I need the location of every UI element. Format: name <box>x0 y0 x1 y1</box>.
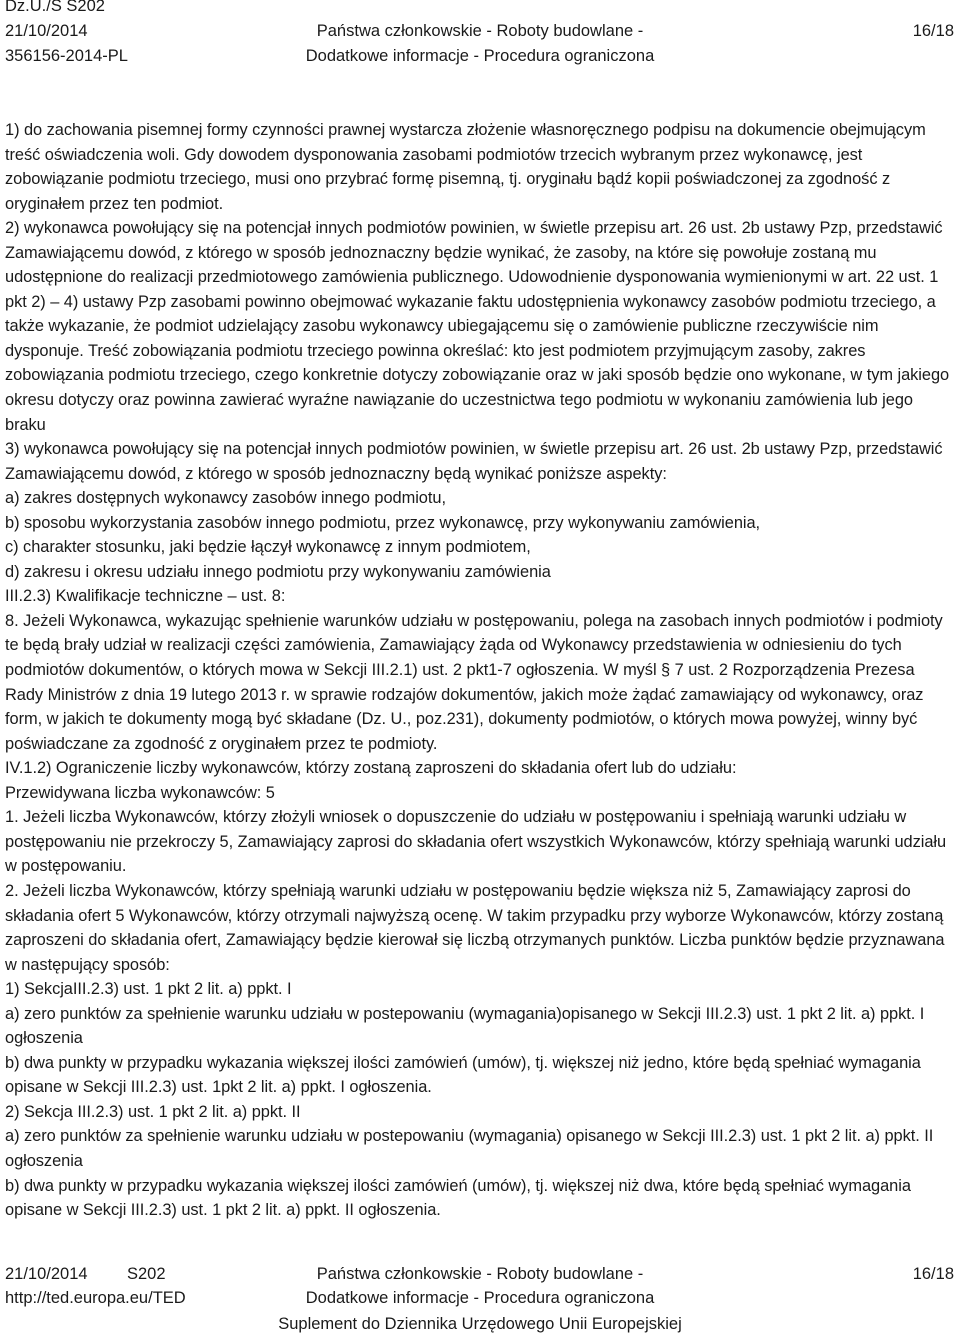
footer-date: 21/10/2014 <box>5 1265 88 1283</box>
paragraph: a) zero punktów za spełnienie warunku udziału w postepowaniu (wymagania)opisanego w Sekcji III.2.3) ust. 1 pkt 2 lit. a) ppkt. I ogłoszenia <box>5 1004 925 1048</box>
paragraph: Przewidywana liczba wykonawców: 5 <box>5 783 275 802</box>
section-heading: III.2.3) Kwalifikacje techniczne – ust. 8: <box>5 587 286 606</box>
header-page-number: 16/18 <box>912 22 954 40</box>
page-footer <box>0 1262 960 1334</box>
header-journal: Dz.U./S S202 <box>5 0 105 15</box>
paragraph: 1. Jeżeli liczba Wykonawców, którzy złożyli wniosek o dopuszczenie do udziału w postępowaniu i spełniają warunki udziału w postępowaniu nie przekroczy 5, Zamawiający zaprosi do składania ofert wszystkich Wykonawców, którzy spełniają warunki udziału w postępowaniu. <box>5 808 947 876</box>
header-title-line2: Dodatkowe informacje - Procedura ograniczona <box>305 47 655 65</box>
paragraph: 2) wykonawca powołujący się na potencjał innych podmiotów powinien, w świetle przepisu art. 26 ust. 2b ustawy Pzp, przedstawić Zamawiającemu dowód, z którego w sposób jednoznaczny będzie wynikać, że zasoby, na które się powołuje zostaną mu udostępnione do realizacji przedmiotowego zamówienia publicznego. Udowodnienie dysponowania wymienionymi w art. 22 ust. 1 pkt 2) – 4) ustawy Pzp zasobami powinno obejmować wykazanie faktu udostępnienia wykonawcy zasobów podmiotu trzeciego, a także wykazanie, że podmiot udzielający zasobu wykonawcy ubiegającemu się o zamówienie publiczne rzeczywiście nim dysponuje. Treść zobowiązania podmiotu trzeciego powinna określać: kto jest podmiotem przyjmującym zasoby, zakres zobowiązania podmiotu trzeciego, czego konkretnie dotyczy zobowiązanie oraz w jaki sposób będzie ono wykonane, w tym jakiego okresu dotyczy oraz powinna zawierać wyraźne nawiązanie do uczestnictwa tego podmiotu w wykonaniu zamówienia lub jego braku <box>5 219 950 434</box>
footer-edition: S202 <box>127 1265 166 1283</box>
paragraph: 1) SekcjaIII.2.3) ust. 1 pkt 2 lit. a) ppkt. I <box>5 980 292 999</box>
paragraph: 2. Jeżeli liczba Wykonawców, którzy spełniają warunki udziału w postępowaniu będzie większa niż 5, Zamawiający zaprosi do składania ofert 5 Wykonawców, którzy otrzymali najwyższą ocenę. W takim przypadku przy wyborze Wykonawców, którzy zostaną zaproszeni do składania ofert, Zamawiający będzie kierował się liczbą otrzymanych punktów. Liczba punktów będzie przyznawana w następujący sposób: <box>5 881 945 974</box>
paragraph: a) zero punktów za spełnienie warunku udziału w postepowaniu (wymagania) opisanego w Sekcji III.2.3) ust. 1 pkt 2 lit. a) ppkt. II ogłoszenia <box>5 1127 934 1170</box>
footer-page-number: 16/18 <box>912 1265 954 1283</box>
footer-title-line2: Dodatkowe informacje - Procedura ograniczona <box>305 1289 655 1307</box>
paragraph: b) dwa punkty w przypadku wykazania większej ilości zamówień (umów), tj. większej niż jedno, które będą spełniać wymagania opisane w Sekcji III.2.3) ust. 1pkt 2 lit. a) ppkt. I ogłoszenia. <box>5 1053 921 1097</box>
paragraph: b) dwa punkty w przypadku wykazania większej ilości zamówień (umów), tj. większej niż dwa, które będą spełniać wymagania opisane w Sekcji III.2.3) ust. 1 pkt 2 lit. a) ppkt. II ogłoszenia. <box>5 1176 911 1220</box>
paragraph: d) zakresu i okresu udziału innego podmiotu przy wykonywaniu zamówienia <box>5 562 551 581</box>
header-title-line1: Państwa członkowskie - Roboty budowlane - <box>316 22 644 40</box>
page-header <box>0 0 960 72</box>
footer-url: http://ted.europa.eu/TED <box>5 1289 186 1307</box>
paragraph: a) zakres dostępnych wykonawcy zasobów innego podmiotu, <box>5 489 446 508</box>
paragraph: 8. Jeżeli Wykonawca, wykazując spełnienie warunków udziału w postępowaniu, polega na zasobach innych podmiotów i podmioty te będą brały udział w realizacji części zamówienia, Zamawiający żąda od Wykonawcy przedstawienia w odniesieniu do tych podmiotów dokumentów, o których mowa w Sekcji III.2.1) ust. 2 pkt1-7 ogłoszenia. W myśl § 7 ust. 2 Rozporządzenia Prezesa Rady Ministrów z dnia 19 lutego 2013 r. w sprawie rodzajów dokumentów, jakich może żądać zamawiający od wykonawcy, oraz form, w jakich te dokumenty mogą być składane (Dz. U., poz.231), dokumenty podmiotów, o których mowa powyżej, winny być poświadczane za zgodność z oryginałem przez te podmioty. <box>5 611 943 753</box>
footer-title-line1: Państwa członkowskie - Roboty budowlane - <box>316 1265 644 1283</box>
paragraph: 1) do zachowania pisemnej formy czynności prawnej wystarcza złożenie własnoręcznego podpisu na dokumencie obejmującym treść oświadczenia woli. Gdy dowodem dysponowania zasobami podmiotów trzecich wybranym przez wykonawcę, jest zobowiązanie podmiotu trzeciego, musi ono przybrać formę pisemną, tj. oryginału bądź kopii poświadczonej za zgodność z oryginałem przez ten podmiot. <box>5 121 926 213</box>
paragraph: 2) Sekcja III.2.3) ust. 1 pkt 2 lit. a) ppkt. II <box>5 1102 301 1121</box>
footer-supplement: Suplement do Dziennika Urzędowego Unii Europejskiej <box>278 1315 682 1333</box>
section-heading: IV.1.2) Ograniczenie liczby wykonawców, którzy zostaną zaproszeni do składania ofert lub do udziału: <box>5 759 737 778</box>
paragraph: 3) wykonawca powołujący się na potencjał innych podmiotów powinien, w świetle przepisu art. 26 ust. 2b ustawy Pzp, przedstawić Zamawiającemu dowód, z którego w sposób jednoznaczny będą wynikać poniższe aspekty: <box>5 440 943 483</box>
document-body <box>5 118 955 1223</box>
paragraph: c) charakter stosunku, jaki będzie łączył wykonawcę z innym podmiotem, <box>5 538 531 557</box>
header-date: 21/10/2014 <box>5 22 88 40</box>
header-notice-id: 356156-2014-PL <box>5 47 128 65</box>
paragraph: b) sposobu wykorzystania zasobów innego podmiotu, przez wykonawcę, przy wykonywaniu zamówienia, <box>5 513 761 532</box>
